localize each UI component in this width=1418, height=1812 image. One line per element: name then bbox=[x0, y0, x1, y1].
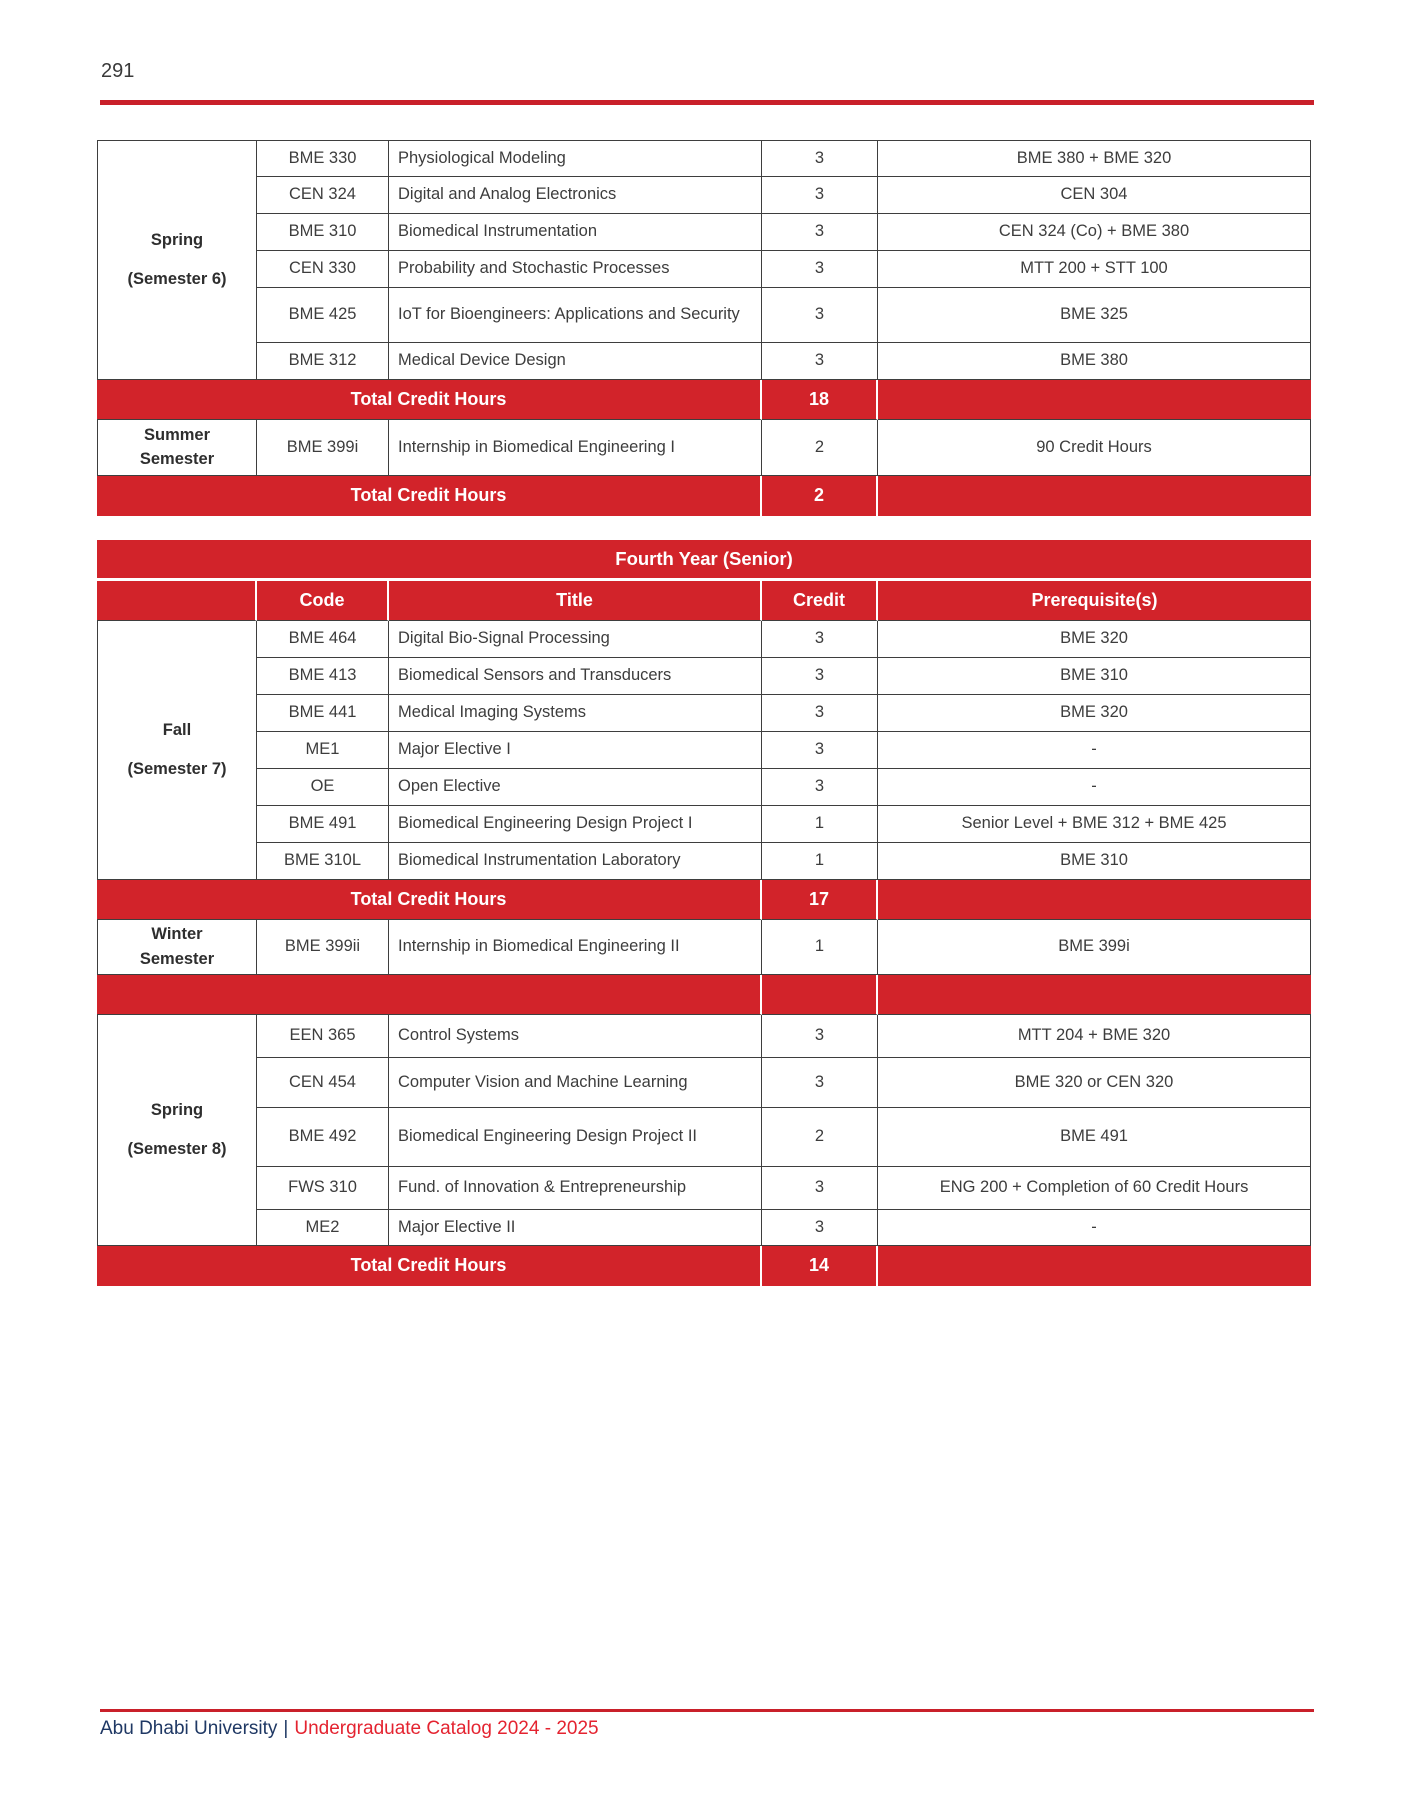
course-credit: 1 bbox=[762, 806, 878, 843]
empty-red-cell bbox=[97, 975, 762, 1015]
semester6-table bbox=[97, 140, 1311, 516]
course-credit: 3 bbox=[762, 251, 878, 288]
course-code: BME 399i bbox=[257, 420, 389, 476]
total-empty-cell bbox=[878, 1246, 1311, 1286]
course-prereq: BME 320 or CEN 320 bbox=[878, 1058, 1311, 1108]
total-label: Total Credit Hours bbox=[97, 880, 762, 920]
semester-label-line1: Spring bbox=[150, 230, 204, 249]
course-code: BME 310L bbox=[257, 843, 389, 880]
total-credit: 18 bbox=[762, 380, 878, 420]
course-title: Internship in Biomedical Engineering I bbox=[389, 420, 762, 476]
course-code: CEN 324 bbox=[257, 177, 389, 214]
course-code: ME1 bbox=[257, 732, 389, 769]
table-row bbox=[97, 1167, 1311, 1210]
course-code: CEN 454 bbox=[257, 1058, 389, 1108]
course-credit: 3 bbox=[762, 732, 878, 769]
course-title: Medical Device Design bbox=[389, 343, 762, 380]
course-code: BME 491 bbox=[257, 806, 389, 843]
empty-red-row bbox=[97, 975, 1311, 1015]
total-row bbox=[97, 1246, 1311, 1286]
semester-label-line2: (Semester 8) bbox=[127, 1140, 227, 1158]
course-credit: 1 bbox=[762, 920, 878, 975]
header-rule bbox=[100, 100, 1314, 105]
course-credit: 3 bbox=[762, 621, 878, 658]
table-row bbox=[97, 1210, 1311, 1246]
course-title: Digital and Analog Electronics bbox=[389, 177, 762, 214]
table-row bbox=[97, 1015, 1311, 1058]
course-credit: 3 bbox=[762, 214, 878, 251]
semester-label-line2: Semester bbox=[139, 450, 215, 468]
course-credit: 2 bbox=[762, 420, 878, 476]
total-row bbox=[97, 476, 1311, 516]
course-code: BME 399ii bbox=[257, 920, 389, 975]
course-credit: 3 bbox=[762, 695, 878, 732]
empty-red-cell bbox=[762, 975, 878, 1015]
course-credit: 3 bbox=[762, 1167, 878, 1210]
table-row bbox=[97, 343, 1311, 380]
course-code: OE bbox=[257, 769, 389, 806]
semester-label-line1: Spring bbox=[150, 1100, 204, 1119]
header-title: Title bbox=[389, 581, 762, 621]
semester-cell bbox=[97, 920, 257, 975]
total-empty-cell bbox=[878, 880, 1311, 920]
course-code: BME 310 bbox=[257, 214, 389, 251]
course-code: BME 312 bbox=[257, 343, 389, 380]
table-row bbox=[97, 621, 1311, 658]
page-footer bbox=[100, 1718, 599, 1740]
header-credit: Credit bbox=[762, 581, 878, 621]
course-prereq: ENG 200 + Completion of 60 Credit Hours bbox=[878, 1167, 1311, 1210]
course-title: Control Systems bbox=[389, 1015, 762, 1058]
course-credit: 3 bbox=[762, 288, 878, 343]
semester-cell bbox=[97, 1015, 257, 1246]
total-credit: 14 bbox=[762, 1246, 878, 1286]
senior-table-wrap bbox=[97, 540, 1311, 1286]
course-prereq: MTT 200 + STT 100 bbox=[878, 251, 1311, 288]
course-code: ME2 bbox=[257, 1210, 389, 1246]
course-prereq: BME 320 bbox=[878, 695, 1311, 732]
table-row bbox=[97, 177, 1311, 214]
table-row bbox=[97, 806, 1311, 843]
course-title: Biomedical Engineering Design Project I bbox=[389, 806, 762, 843]
course-title: Computer Vision and Machine Learning bbox=[389, 1058, 762, 1108]
course-credit: 2 bbox=[762, 1108, 878, 1167]
semester-label-line2: Semester bbox=[139, 949, 215, 968]
course-credit: 3 bbox=[762, 1058, 878, 1108]
course-code: BME 330 bbox=[257, 140, 389, 177]
course-credit: 3 bbox=[762, 177, 878, 214]
course-prereq: BME 310 bbox=[878, 843, 1311, 880]
course-prereq: MTT 204 + BME 320 bbox=[878, 1015, 1311, 1058]
course-prereq: BME 491 bbox=[878, 1108, 1311, 1167]
semester-label-line2: (Semester 7) bbox=[127, 760, 227, 778]
course-prereq: - bbox=[878, 769, 1311, 806]
course-code: BME 425 bbox=[257, 288, 389, 343]
course-prereq: CEN 324 (Co) + BME 380 bbox=[878, 214, 1311, 251]
table-row bbox=[97, 140, 1311, 177]
course-code: BME 413 bbox=[257, 658, 389, 695]
table-row bbox=[97, 214, 1311, 251]
table-row bbox=[97, 420, 1311, 476]
course-title: Biomedical Instrumentation bbox=[389, 214, 762, 251]
table-row bbox=[97, 1058, 1311, 1108]
course-prereq: BME 325 bbox=[878, 288, 1311, 343]
course-title: Internship in Biomedical Engineering II bbox=[389, 920, 762, 975]
table-row bbox=[97, 732, 1311, 769]
course-prereq: - bbox=[878, 732, 1311, 769]
course-prereq: Senior Level + BME 312 + BME 425 bbox=[878, 806, 1311, 843]
footer-rule bbox=[100, 1709, 1314, 1712]
course-prereq: BME 320 bbox=[878, 621, 1311, 658]
course-credit: 3 bbox=[762, 343, 878, 380]
semester-cell bbox=[97, 140, 257, 380]
table-row bbox=[97, 695, 1311, 732]
course-prereq: 90 Credit Hours bbox=[878, 420, 1311, 476]
course-code: BME 492 bbox=[257, 1108, 389, 1167]
table-banner: Fourth Year (Senior) bbox=[97, 540, 1311, 581]
course-code: EEN 365 bbox=[257, 1015, 389, 1058]
total-label: Total Credit Hours bbox=[97, 1246, 762, 1286]
table-row bbox=[97, 920, 1311, 975]
course-credit: 1 bbox=[762, 843, 878, 880]
course-prereq: CEN 304 bbox=[878, 177, 1311, 214]
course-title: Physiological Modeling bbox=[389, 140, 762, 177]
course-title: IoT for Bioengineers: Applications and Security bbox=[389, 288, 762, 343]
total-empty-cell bbox=[878, 380, 1311, 420]
semester-cell bbox=[97, 621, 257, 880]
total-row bbox=[97, 880, 1311, 920]
semester-label-line1: Winter bbox=[151, 925, 203, 944]
semester-label-line2: (Semester 6) bbox=[127, 270, 227, 288]
course-credit: 3 bbox=[762, 769, 878, 806]
course-credit: 3 bbox=[762, 1210, 878, 1246]
course-credit: 3 bbox=[762, 1015, 878, 1058]
course-title: Major Elective I bbox=[389, 732, 762, 769]
total-row bbox=[97, 380, 1311, 420]
header-code: Code bbox=[257, 581, 389, 621]
semester-label-line1: Summer bbox=[143, 425, 211, 444]
table-row bbox=[97, 1108, 1311, 1167]
senior-table bbox=[97, 540, 1311, 1286]
course-prereq: BME 399i bbox=[878, 920, 1311, 975]
total-label: Total Credit Hours bbox=[97, 476, 762, 516]
course-title: Biomedical Engineering Design Project II bbox=[389, 1108, 762, 1167]
total-empty-cell bbox=[878, 476, 1311, 516]
table-row bbox=[97, 658, 1311, 695]
footer-catalog: Undergraduate Catalog 2024 - 2025 bbox=[294, 1718, 599, 1739]
table-banner-row bbox=[97, 540, 1311, 581]
total-credit: 2 bbox=[762, 476, 878, 516]
table-row bbox=[97, 288, 1311, 343]
total-label: Total Credit Hours bbox=[97, 380, 762, 420]
footer-separator: | bbox=[283, 1718, 289, 1739]
course-prereq: BME 380 bbox=[878, 343, 1311, 380]
table-row bbox=[97, 843, 1311, 880]
footer-university: Abu Dhabi University bbox=[100, 1718, 278, 1739]
header-empty-cell bbox=[97, 581, 257, 621]
table-row bbox=[97, 769, 1311, 806]
empty-red-cell bbox=[878, 975, 1311, 1015]
course-credit: 3 bbox=[762, 140, 878, 177]
course-credit: 3 bbox=[762, 658, 878, 695]
header-prereq: Prerequisite(s) bbox=[878, 581, 1311, 621]
course-title: Digital Bio-Signal Processing bbox=[389, 621, 762, 658]
course-title: Open Elective bbox=[389, 769, 762, 806]
course-code: BME 441 bbox=[257, 695, 389, 732]
semester-label-line1: Fall bbox=[162, 720, 192, 739]
semester-cell bbox=[97, 420, 257, 476]
course-code: CEN 330 bbox=[257, 251, 389, 288]
table-row bbox=[97, 251, 1311, 288]
course-prereq: BME 380 + BME 320 bbox=[878, 140, 1311, 177]
course-title: Fund. of Innovation & Entrepreneurship bbox=[389, 1167, 762, 1210]
course-prereq: - bbox=[878, 1210, 1311, 1246]
course-title: Biomedical Instrumentation Laboratory bbox=[389, 843, 762, 880]
semester6-table-wrap bbox=[97, 140, 1311, 516]
course-prereq: BME 310 bbox=[878, 658, 1311, 695]
course-title: Biomedical Sensors and Transducers bbox=[389, 658, 762, 695]
course-title: Medical Imaging Systems bbox=[389, 695, 762, 732]
course-code: FWS 310 bbox=[257, 1167, 389, 1210]
table-header-row bbox=[97, 581, 1311, 621]
course-title: Probability and Stochastic Processes bbox=[389, 251, 762, 288]
course-code: BME 464 bbox=[257, 621, 389, 658]
total-credit: 17 bbox=[762, 880, 878, 920]
course-title: Major Elective II bbox=[389, 1210, 762, 1246]
page-number: 291 bbox=[101, 60, 135, 82]
